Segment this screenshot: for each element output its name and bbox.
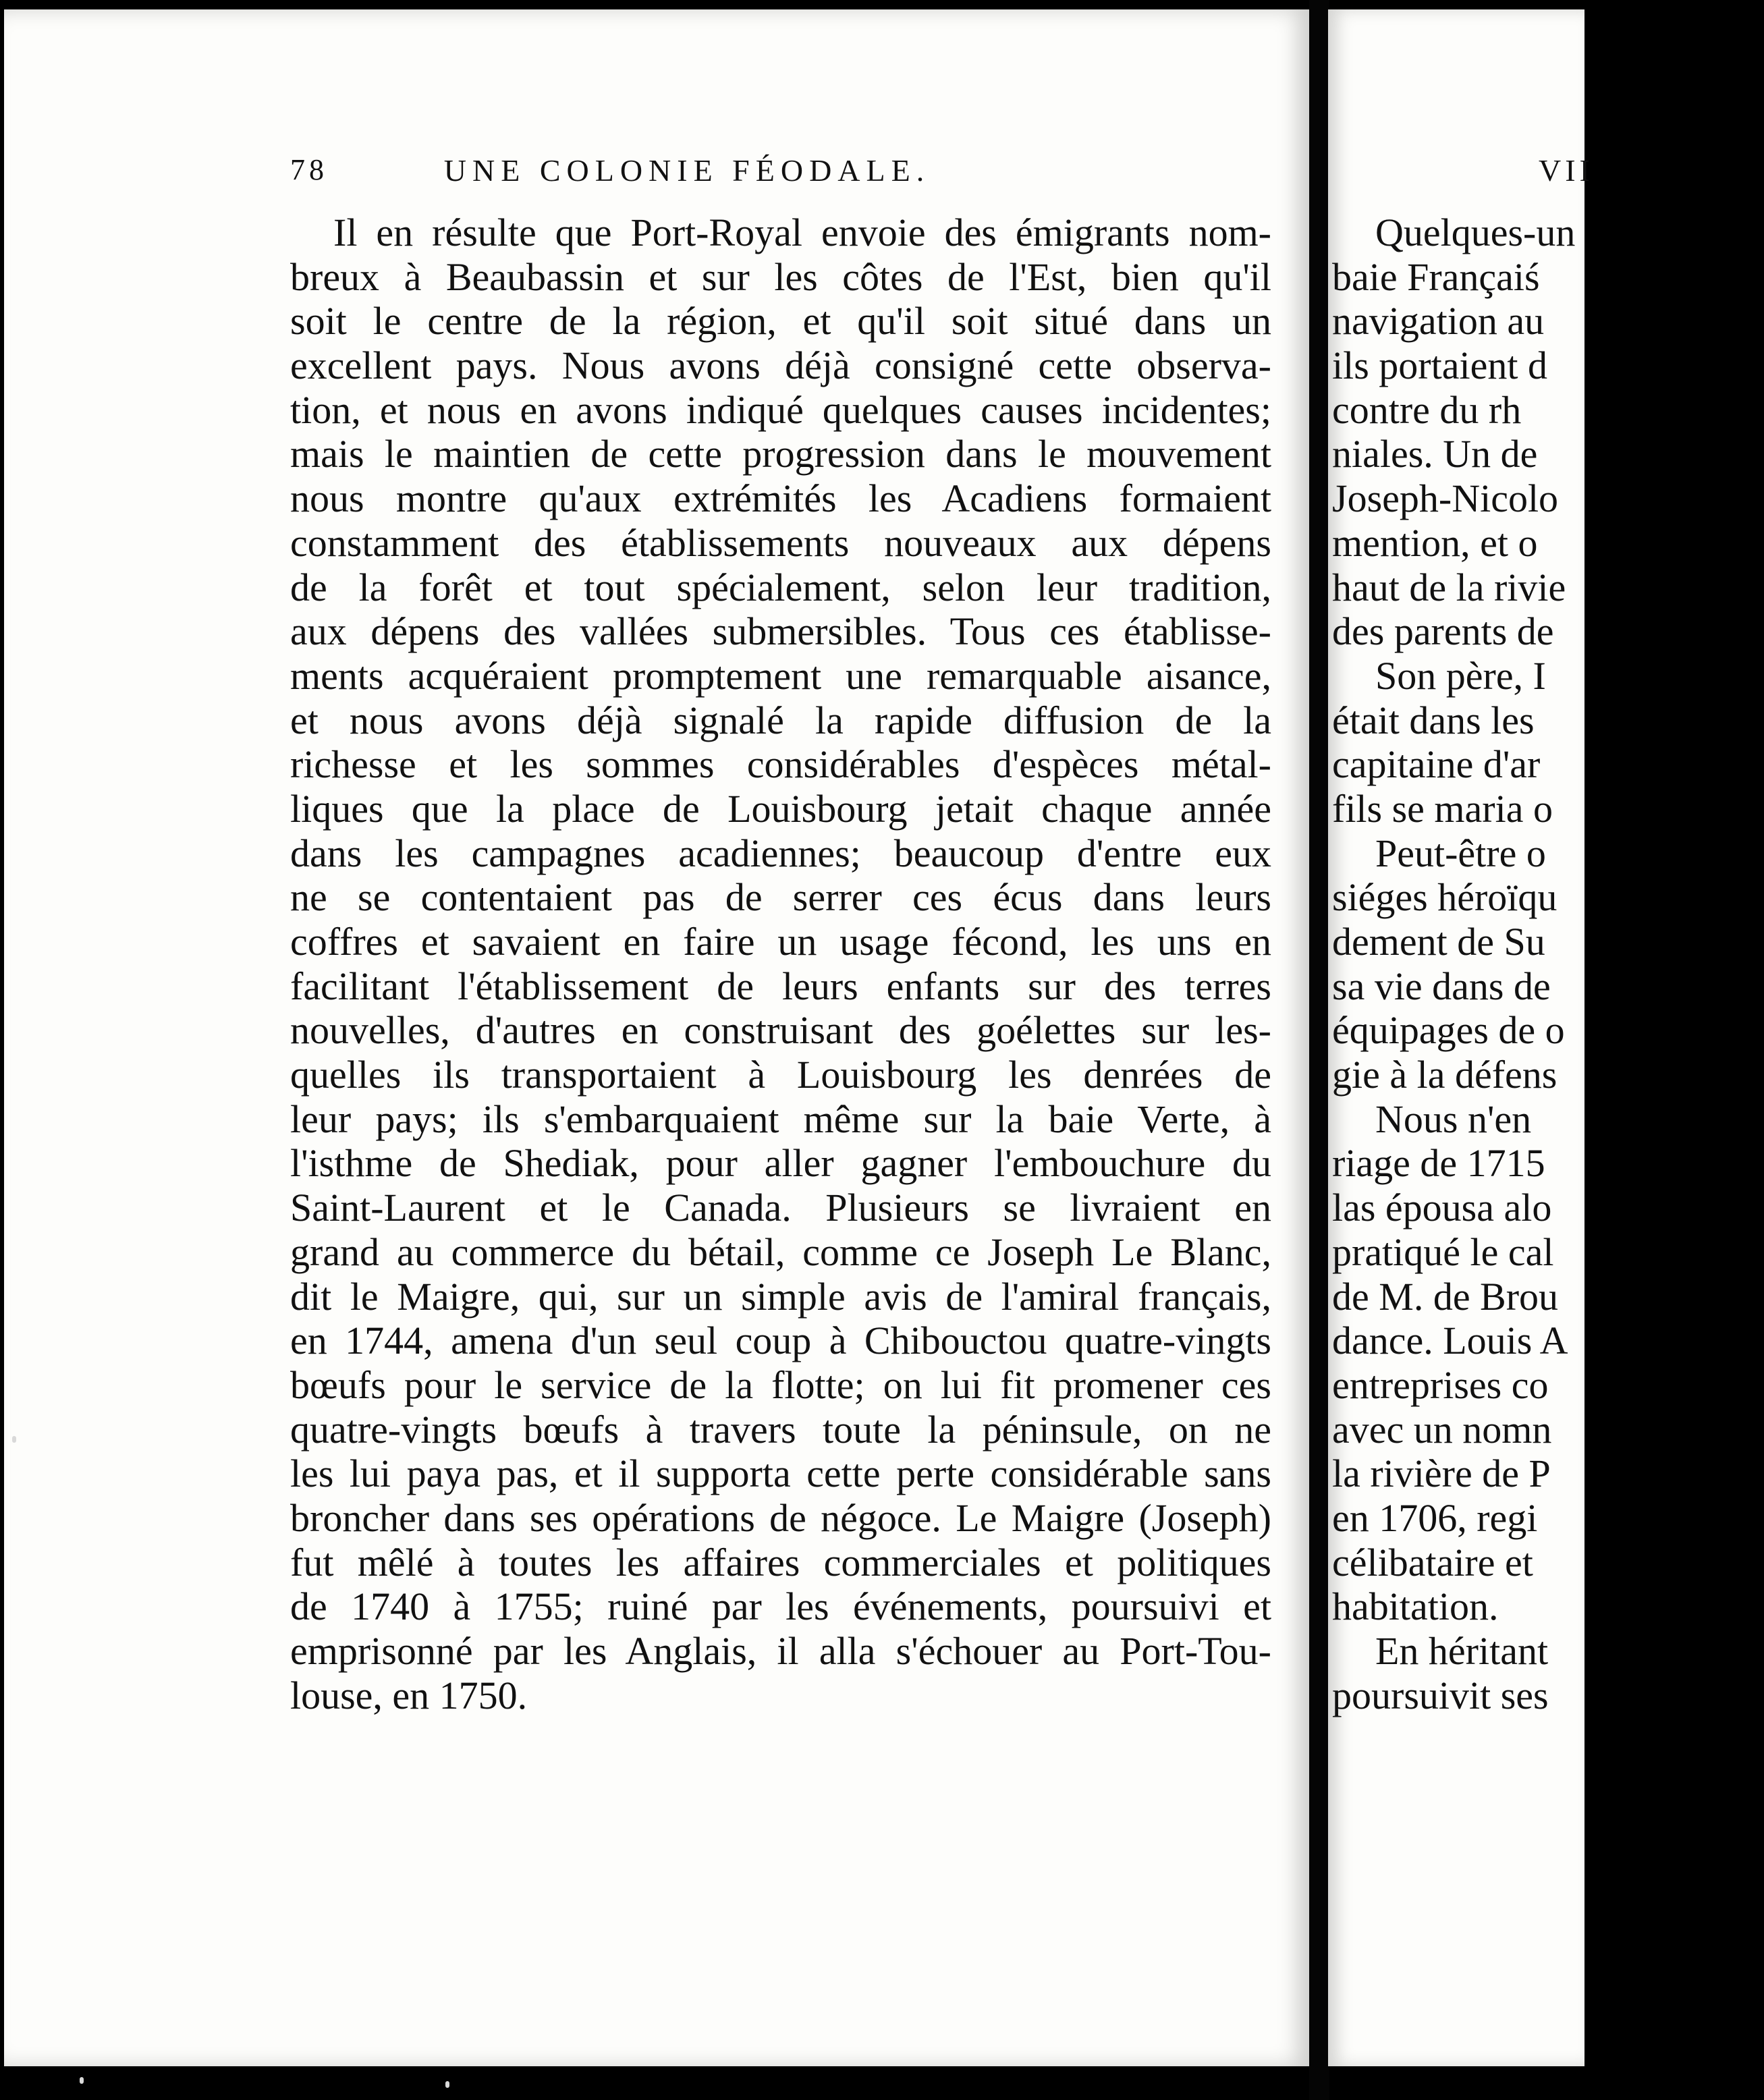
- text-line: poursuivit ses: [1332, 1673, 1549, 1717]
- text-line: avec un nomn: [1332, 1407, 1552, 1452]
- text-line: nous montre qu'aux extrémités les Acadiens formaient: [290, 476, 1271, 521]
- running-head-title: UNE COLONIE FÉODALE.: [443, 153, 931, 188]
- text-line: des parents de: [1332, 609, 1554, 654]
- text-line: nouvelles, d'autres en construisant des goélettes sur les-: [290, 1008, 1271, 1053]
- text-line: baie Françaiś: [1332, 254, 1540, 299]
- text-line: broncher dans ses opérations de négoce. Le Maigre (Joseph): [290, 1495, 1271, 1540]
- body-text: [1332, 211, 1764, 1717]
- text-line: tion, et nous en avons indiqué quelques causes incidentes;: [290, 387, 1271, 432]
- text-line: dans les campagnes acadiennes; beaucoup d'entre eux: [290, 831, 1271, 875]
- text-line: capitaine d'ar: [1332, 742, 1541, 787]
- text-line: en 1744, amena d'un seul coup à Chibouctou quatre-vingts: [290, 1319, 1271, 1363]
- text-line: dance. Louis A: [1332, 1319, 1568, 1363]
- text-line: aux dépens des vallées submersibles. Tous ces établisse-: [290, 609, 1271, 654]
- text-line: navigation au: [1332, 299, 1545, 343]
- text-line: gie à la défens: [1332, 1053, 1558, 1097]
- text-line: Quelques-un: [1375, 211, 1576, 254]
- text-line: en 1706, regi: [1332, 1495, 1538, 1540]
- text-line: niales. Un de: [1332, 432, 1538, 476]
- text-line: de 1740 à 1755; ruiné par les événements, poursuivi et: [290, 1584, 1271, 1629]
- text-line: facilitant l'établissement de leurs enfants sur des terres: [290, 964, 1271, 1008]
- text-line: siéges héroïqu: [1332, 875, 1558, 920]
- text-line: Il en résulte que Port-Royal envoie des émigrants nom-: [333, 211, 1271, 254]
- running-head-title: VII: [1539, 153, 1594, 188]
- text-line: Saint-Laurent et le Canada. Plusieurs se livraient en: [290, 1186, 1271, 1230]
- text-line: de la forêt et tout spécialement, selon leur tradition,: [290, 565, 1271, 609]
- text-line: mention, et o: [1332, 520, 1538, 565]
- text-line: richesse et les sommes considérables d'espèces métal-: [290, 742, 1271, 787]
- text-line: habitation.: [1332, 1584, 1499, 1629]
- text-line: ils portaient d: [1332, 343, 1547, 388]
- text-line: louse, en 1750.: [290, 1673, 528, 1717]
- text-line: était dans les: [1332, 698, 1535, 742]
- text-line: fut mêlé à toutes les affaires commerciales et politiques: [290, 1540, 1271, 1584]
- left-page: [4, 9, 1309, 2066]
- page-number: 78: [290, 153, 328, 186]
- text-line: pratiqué le cal: [1332, 1229, 1554, 1274]
- text-line: breux à Beaubassin et sur les côtes de l'Est, bien qu'il: [290, 254, 1271, 299]
- text-line: quelles ils transportaient à Louisbourg les denrées de: [290, 1053, 1271, 1097]
- text-line: la rivière de P: [1332, 1452, 1551, 1496]
- text-line: Nous n'en: [1375, 1097, 1532, 1141]
- text-line: de M. de Brou: [1332, 1274, 1559, 1319]
- text-line: sa vie dans de: [1332, 964, 1551, 1008]
- text-line: l'isthme de Shediak, pour aller gagner l'embouchure du: [290, 1141, 1271, 1186]
- text-line: entreprises co: [1332, 1362, 1549, 1407]
- text-line: bœufs pour le service de la flotte; on lui fit promener ces: [290, 1362, 1271, 1407]
- text-line: las épousa alo: [1332, 1186, 1552, 1230]
- text-line: fils se maria o: [1332, 786, 1553, 831]
- text-line: liques que la place de Louisbourg jetait chaque année: [290, 786, 1271, 831]
- text-line: célibataire et: [1332, 1540, 1533, 1584]
- scan-speck: [80, 2077, 84, 2084]
- text-line: emprisonné par les Anglais, il alla s'échouer au Port-Tou-: [290, 1629, 1271, 1673]
- text-line: équipages de o: [1332, 1008, 1565, 1053]
- text-line: ments acquéraient promptement une remarquable aisance,: [290, 653, 1271, 698]
- text-line: Peut-être o: [1375, 831, 1546, 875]
- text-line: contre du rh: [1332, 387, 1522, 432]
- text-line: mais le maintien de cette progression dans le mouvement: [290, 432, 1271, 476]
- text-line: dement de Su: [1332, 920, 1545, 964]
- right-page: [1328, 9, 1594, 2066]
- text-line: quatre-vingts bœufs à travers toute la péninsule, on ne: [290, 1407, 1271, 1452]
- text-line: haut de la rivie: [1332, 565, 1566, 609]
- body-text: [290, 211, 1271, 1717]
- running-head: [4, 153, 1309, 193]
- text-line: leur pays; ils s'embarquaient même sur la baie Verte, à: [290, 1097, 1271, 1141]
- text-line: grand au commerce du bétail, comme ce Joseph Le Blanc,: [290, 1229, 1271, 1274]
- running-head: [1328, 153, 1594, 193]
- text-line: ne se contentaient pas de serrer ces écus dans leurs: [290, 875, 1271, 920]
- text-line: soit le centre de la région, et qu'il soit situé dans un: [290, 299, 1271, 343]
- text-line: les lui paya pas, et il supporta cette perte considérable sans: [290, 1452, 1271, 1496]
- text-line: riage de 1715: [1332, 1141, 1545, 1186]
- scan-speck: [12, 1436, 16, 1443]
- text-line: et nous avons déjà signalé la rapide diffusion de la: [290, 698, 1271, 742]
- text-line: En héritant: [1375, 1629, 1549, 1673]
- text-line: coffres et savaient en faire un usage fécond, les uns en: [290, 920, 1271, 964]
- scan-speck: [445, 2081, 449, 2088]
- text-line: excellent pays. Nous avons déjà consigné cette observa-: [290, 343, 1271, 388]
- book-gutter: [1309, 0, 1329, 2100]
- text-line: Joseph-Nicolo: [1332, 476, 1559, 521]
- text-line: dit le Maigre, qui, sur un simple avis de l'amiral français,: [290, 1274, 1271, 1319]
- text-line: Son père, I: [1375, 653, 1546, 698]
- text-line: constamment des établissements nouveaux aux dépens: [290, 520, 1271, 565]
